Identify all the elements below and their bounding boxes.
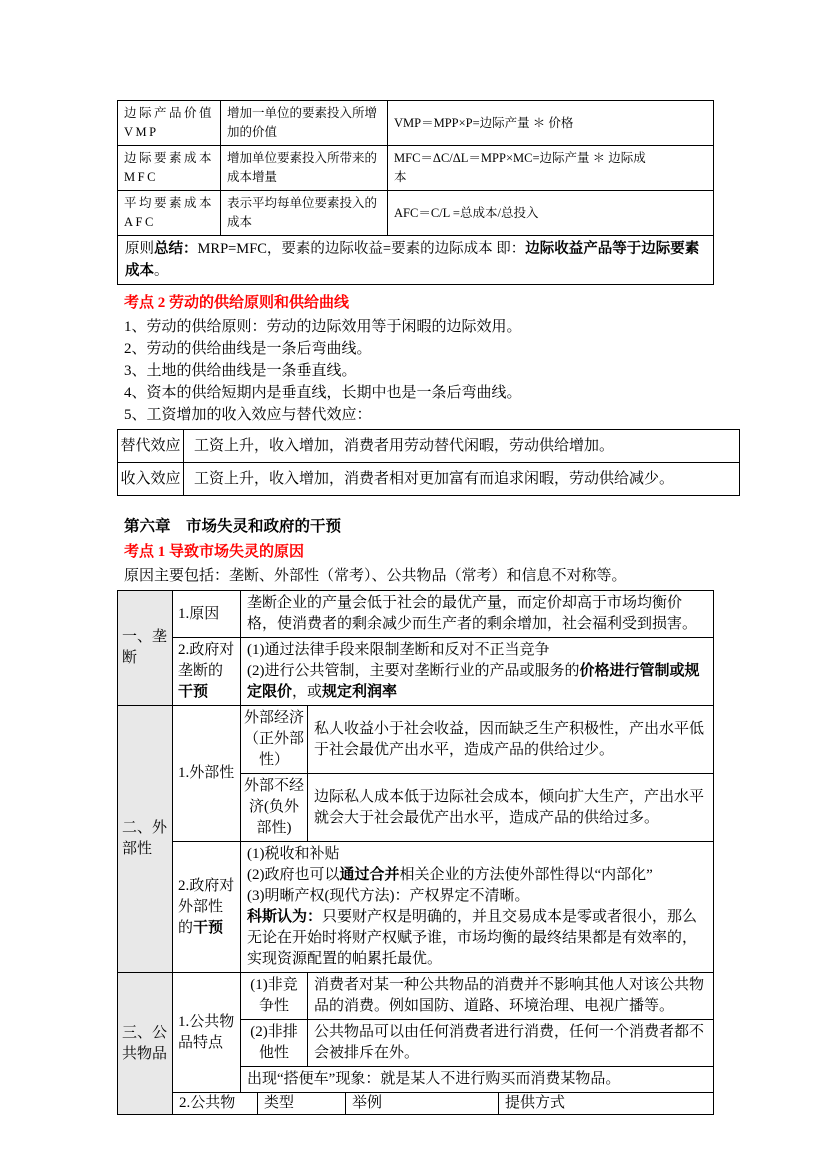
table-row [118,463,740,496]
category-label: 三、公共物品 [122,1024,168,1062]
section-body [173,706,713,972]
sub-rows [241,706,713,841]
definition-cell: 增加一单位的要素投入所增加的价值 [221,101,388,146]
content-line: (3)明晰产权(现代方法)：产权界定不清晰。 [247,888,530,904]
formula-text: AFC＝C/L =总成本/总投入 [394,205,539,220]
row-label: 1.外部性 [178,765,235,781]
text-run-bold: 通过合并 [339,867,400,883]
table-row [173,841,713,972]
text-run: 原则 [125,241,154,257]
column-header-example: 举例 [346,1093,499,1114]
row-label-cell [173,591,241,637]
sub-label: (2)非排他性 [250,1024,298,1061]
table-row [241,1019,713,1066]
text-run: 只要财产权是明确的，并且交易成本是零或者很小，那么无论在开始时将财产权赋予谁，市场均衡的最终结果都是有效率的，实现资源配置的帕累托最优。 [247,909,698,967]
wage-effects-table [117,429,740,496]
formula-cell [388,191,714,236]
row-label-cell [173,842,241,972]
text-run: 消费者对某一种公共物品的消费并不影响其他人对该公共物品的消费。例如国防、道路、环境治理、电视广播等。 [314,977,705,1014]
text-run-bold: 干预 [178,684,209,700]
content-line [247,907,707,970]
content-line: (1)通过法律手段来限制垄断和反对不正当竞争 [247,642,550,658]
public-goods-features-group [173,973,713,1092]
text-run-bold: 科斯认为： [247,909,323,925]
factor-pricing-table [117,100,714,285]
term-cell: 平均要素成本 AFC [118,191,221,236]
table-row [118,430,740,463]
row-label-cell [173,638,241,705]
externality-section [118,705,713,972]
row-content-cell [308,1020,713,1066]
text-run-bold: 规定利润率 [322,684,398,700]
row-content-cell [241,842,713,972]
sub-label: 外部不经济(负外部性) [244,778,305,836]
sub-label: 外部经济（正外部性） [244,710,305,768]
exam-point-2-heading: 考点 2 劳动的供给原则和供给曲线 [124,295,350,311]
effect-desc-cell: 工资上升，收入增加，消费者相对更加富有而追求闲暇，劳动供给减少。 [184,463,740,496]
section-body [173,591,713,705]
row-content-cell [308,706,713,773]
list-item: 3、土地的供给曲线是一条垂直线。 [124,363,357,379]
text-run: 公共物品可以由任何消费者进行消费，任何一个消费者都不会被排斥在外。 [314,1024,705,1061]
table-row [173,591,713,637]
table-row [118,191,714,236]
text-run-bold: 价格进行管制或规定限价 [247,663,700,700]
formula-text: VMP＝MPP×P=边际产量 ＊ 价格 [394,115,574,130]
effect-label-cell: 收入效应 [118,463,184,496]
table-row [241,706,713,773]
table-row [241,1066,713,1092]
labor-supply-list [124,316,830,426]
definition-cell: 增加单位要素投入所带来的成本增量 [221,146,388,191]
freerider-note-cell: 出现“搭便车”现象：就是某人不进行购买而消费某物品。 [247,1071,621,1087]
text-run: 2.政府对外部性的 [178,877,235,936]
category-cell-public-goods [118,973,173,1114]
list-item: 2、劳动的供给曲线是一条后弯曲线。 [124,341,372,357]
chapter-title: 第六章 市场失灵和政府的干预 [124,518,342,535]
effect-label-cell: 替代效应 [118,430,184,463]
sub-label-cell [241,1020,308,1066]
definition-cell: 表示平均每单位要素投入的成本 [221,191,388,236]
effect-desc-cell: 工资上升，收入增加，消费者用劳动替代闲暇，劳动供给增加。 [184,430,740,463]
text-run: (2)进行公共管制，主要对垄断行业的产品或服务的 [247,663,580,679]
category-cell-externality [118,706,173,972]
text-run: 2.政府对垄断的 [178,642,235,679]
row-label-cell: 2.公共物 [173,1093,258,1114]
row-label [178,876,237,939]
public-goods-section [118,972,713,1114]
exam-point-1-heading: 考点 1 导致市场失灵的原因 [124,544,305,560]
content-line [247,661,707,703]
market-failure-intro: 原因主要包括：垄断、外部性（常考）、公共物品（常考）和信息不对称等。 [124,568,627,584]
list-item: 1、劳动的供给原则：劳动的边际效用等于闲暇的边际效用。 [124,319,522,335]
row-label: 1.公共物品特点 [178,1013,235,1051]
row-content-cell [241,638,713,705]
sub-label: (1)非竞争性 [250,977,298,1014]
text-run: 私人收益小于社会收益，因而缺乏生产积极性，产出水平低于社会最优产出水平，造成产品的供给过少。 [314,720,705,758]
text-run-bold: 边际收益产品等于边际要素成本 [125,241,700,279]
public-goods-types-header-row [173,1092,713,1114]
text-run: ，或 [292,684,323,700]
table-row [118,236,714,285]
row-label: 1.原因 [178,605,220,622]
externality-types-group [173,706,713,841]
row-content-cell [241,591,713,637]
row-label [178,640,237,703]
text-run: 垄断企业的产量会低于社会的最优产量，而定价却高于市场均衡价格，使消费者的剩余减少而生产者的剩余增加，社会福利受到损害。 [247,595,698,632]
monopoly-section [118,591,713,705]
row-label-cell [173,973,241,1092]
text-run: MRP=MFC，要素的边际收益=要素的边际成本 即： [197,241,526,257]
category-label: 一、垄断 [122,629,168,666]
column-header-type: 类型 [258,1093,346,1114]
text-run: 。 [154,263,169,279]
category-cell-monopoly [118,591,173,705]
list-item: 4、资本的供给短期内是垂直线，长期中也是一条后弯曲线。 [124,385,522,401]
market-failure-table [117,590,714,1115]
term-cell: 边际要素成本 MFC [118,146,221,191]
row-label-cell [173,706,241,841]
sub-label-cell [241,973,308,1019]
row-content-cell [308,774,713,841]
text-run: (2)政府也可以 [247,867,340,883]
table-row [173,637,713,705]
row-content-cell [308,973,713,1019]
table-row [241,773,713,841]
text-run: 相关企业的方法使外部性得以“内部化” [399,867,653,883]
sub-rows [241,973,713,1092]
formula-cell [388,146,714,191]
content-line [247,865,707,886]
text-run-bold: 总结： [154,241,198,257]
list-item: 5、工资增加的收入效应与替代效应： [124,407,372,423]
term-cell: 边际产品价值 VMP [118,101,221,146]
sub-label-cell [241,706,308,773]
content-line: (1)税收和补贴 [247,846,340,862]
category-label: 二、外部性 [122,820,168,857]
table-row [118,146,714,191]
section-body [173,973,713,1114]
table-row [118,101,714,146]
column-header-provision: 提供方式 [505,1095,566,1111]
text-run: 边际私人成本低于边际社会成本，倾向扩大生产，产出水平就会大于社会最优产出水平，造成产品的供给过多。 [314,788,705,826]
formula-text: MFC＝ΔC/ΔL＝MPP×MC=边际产量 ＊ 边际成本 [394,151,646,184]
principle-summary-cell [118,236,714,285]
formula-cell [388,101,714,146]
table-row [241,973,713,1019]
sub-label-cell [241,774,308,841]
text-run-bold: 干预 [193,919,224,936]
